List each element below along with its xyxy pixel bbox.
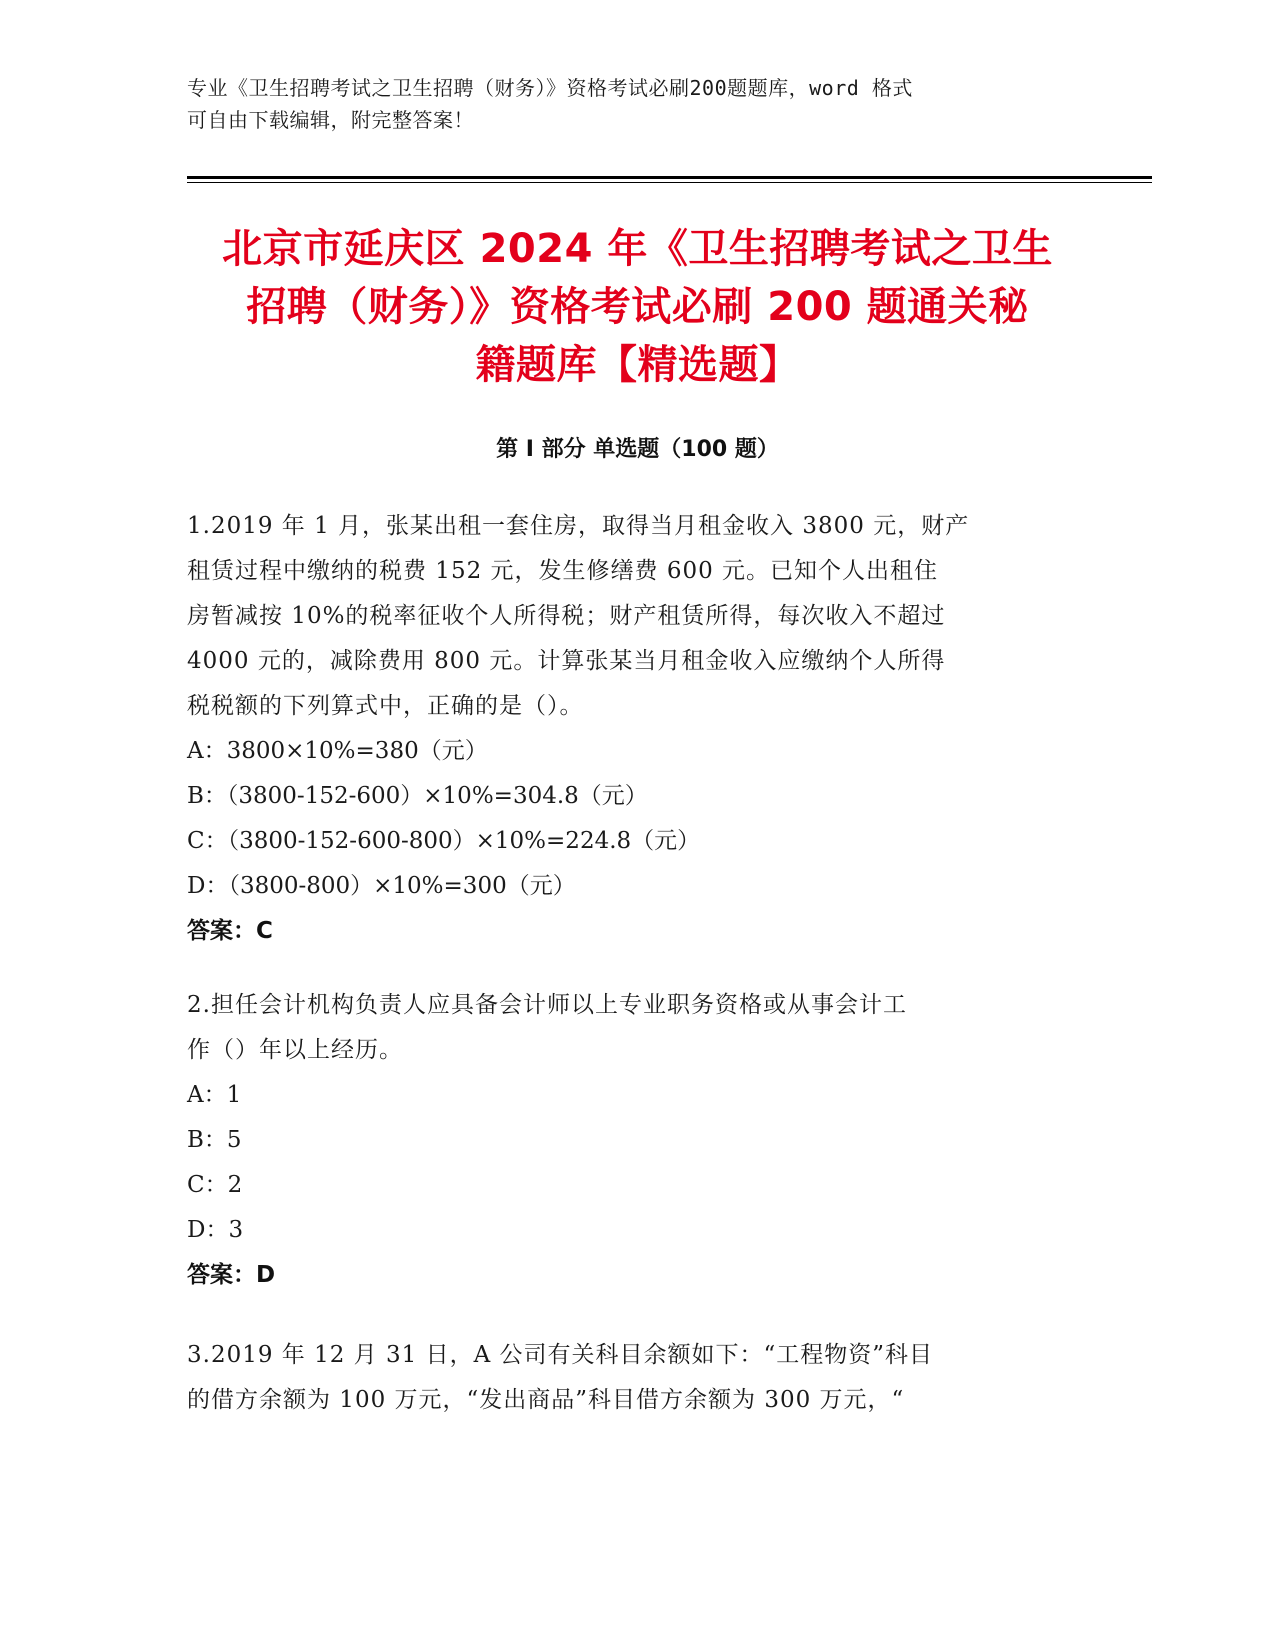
answer: 答案：D: [187, 1262, 276, 1288]
question-line: 的借方余额为 100 万元，“发出商品”科目借方余额为 300 万元，“: [187, 1387, 905, 1413]
question-line: 3.2019 年 12 月 31 日，A 公司有关科目余额如下：“工程物资”科目: [187, 1342, 934, 1368]
option-d: D：（3800-800）×10%=300（元）: [187, 873, 576, 899]
question-text: [187, 1333, 1087, 1423]
question-line: 1.2019 年 1 月，张某出租一套住房，取得当月租金收入 3800 元，财产: [187, 513, 970, 539]
header-note-line: 可自由下载编辑，附完整答案！: [187, 108, 474, 132]
question-line: 4000 元的，减除费用 800 元。计算张某当月租金收入应缴纳个人所得: [187, 648, 946, 674]
header-note-line: 专业《卫生招聘考试之卫生招聘（财务）》资格考试必刷200题题库，word 格式: [187, 76, 913, 100]
title-line: 籍题库【精选题】: [475, 342, 800, 388]
question-1: [187, 504, 1087, 954]
question-line: 作（）年以上经历。: [187, 1037, 403, 1063]
section-title: 第 I 部分 单选题（100 题）: [496, 437, 779, 462]
option-b: B：5: [187, 1127, 242, 1153]
question-line: 2.担任会计机构负责人应具备会计师以上专业职务资格或从事会计工: [187, 992, 907, 1018]
question-2: [187, 983, 1087, 1298]
question-3: [187, 1333, 1087, 1423]
option-d: D：3: [187, 1217, 244, 1243]
option-a: A：3800×10%=380（元）: [187, 738, 488, 764]
answer: 答案：C: [187, 918, 273, 944]
page-title: [160, 220, 1115, 394]
header-divider-thick: [187, 176, 1152, 179]
question-line: 房暂减按 10%的税率征收个人所得税；财产租赁所得，每次收入不超过: [187, 603, 946, 629]
option-c: C：2: [187, 1172, 243, 1198]
option-b: B：（3800-152-600）×10%=304.8（元）: [187, 783, 648, 809]
title-line: 招聘（财务）》资格考试必刷 200 题通关秘: [246, 284, 1029, 330]
header-divider-thin: [187, 182, 1152, 183]
option-a: A：1: [187, 1082, 242, 1108]
title-line: 北京市延庆区 2024 年《卫生招聘考试之卫生: [222, 226, 1053, 272]
header-note: [187, 72, 1077, 136]
question-line: 租赁过程中缴纳的税费 152 元，发生修缮费 600 元。已知个人出租住: [187, 558, 939, 584]
option-c: C：（3800-152-600-800）×10%=224.8（元）: [187, 828, 701, 854]
question-text: [187, 504, 1087, 729]
question-line: 税税额的下列算式中，正确的是（）。: [187, 693, 584, 719]
question-text: [187, 983, 1087, 1073]
